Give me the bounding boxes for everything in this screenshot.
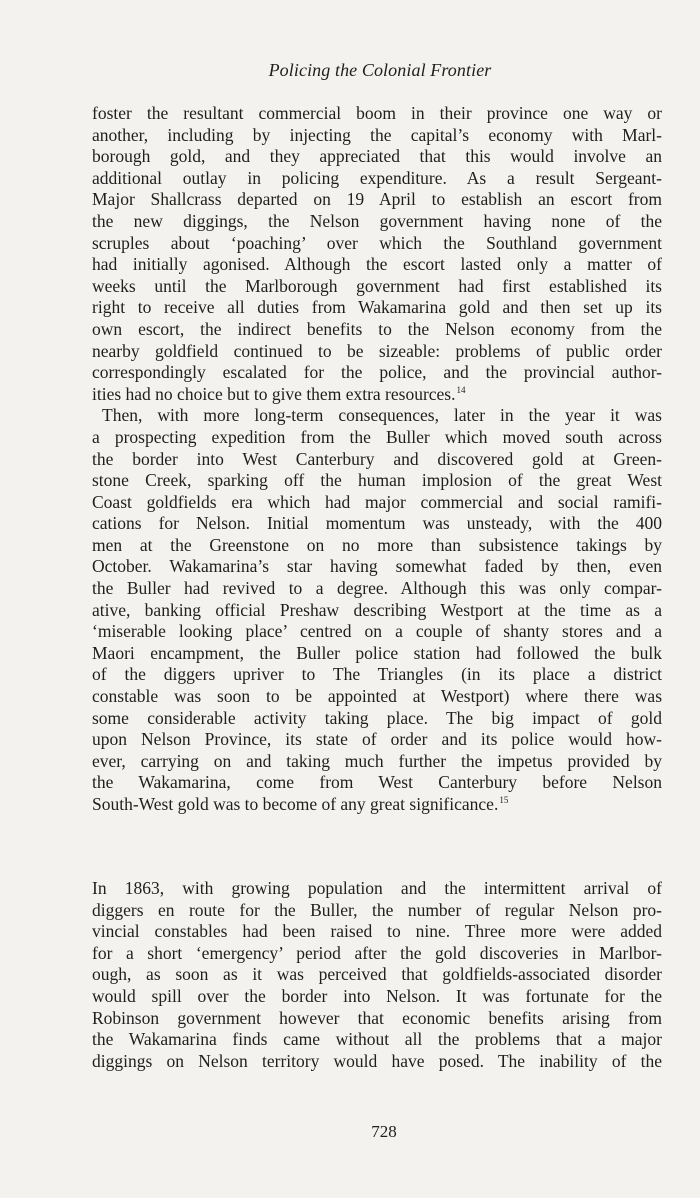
- text-line: In 1863, with growing population and the intermittent arrival of: [92, 878, 662, 898]
- text-line: weeks until the Marlborough government had first established its: [92, 275, 662, 296]
- text-line: ever, carrying on and taking much further the impetus provided by: [92, 750, 662, 771]
- text-line: cations for Nelson. Initial momentum was unsteady, with the 400: [92, 513, 662, 534]
- text-line: had initially agonised. Although the escort lasted only a matter of: [92, 254, 662, 275]
- text-line: the Wakamarina, come from West Canterbury before Nelson: [92, 772, 662, 793]
- text-line: ough, as soon as it was perceived that goldfields-associated disorder: [92, 964, 662, 985]
- text-line: diggings on Nelson territory would have posed. The inability of the: [92, 1050, 662, 1071]
- text-line: the Wakamarina finds came without all the problems that a major: [92, 1029, 662, 1050]
- text-line: Then, with more long-term consequences, later in the year it was: [102, 405, 662, 426]
- text-line-content: ities had no choice but to give them extra resources.: [92, 383, 456, 404]
- text-line: Coast goldfields era which had major commercial and social ramifi-: [92, 491, 662, 512]
- text-line: [92, 794, 662, 816]
- body-text-section-1: [92, 103, 662, 816]
- text-line-content: South-West gold was to become of any great significance.: [92, 794, 499, 814]
- text-line: right to receive all duties from Wakamarina gold and then set up its: [92, 297, 662, 318]
- text-line: upon Nelson Province, its state of order and its police would how-: [92, 729, 662, 750]
- text-line: the border into West Canterbury and discovered gold at Green-: [92, 448, 662, 469]
- text-line: ‘miserable looking place’ centred on a couple of shanty stores and a: [92, 621, 662, 642]
- text-line: Robinson government however that economic benefits arising from: [92, 1007, 662, 1028]
- text-line: vincial constables had been raised to nine. Three more were added: [92, 921, 662, 942]
- text-line: stone Creek, sparking off the human implosion of the great West: [92, 470, 662, 491]
- text-line: ative, banking official Preshaw describing Westport at the time as a: [92, 599, 662, 620]
- text-line: men at the Greenstone on no more than subsistence takings by: [92, 534, 662, 555]
- text-line: Major Shallcrass departed on 19 April to establish an escort from: [92, 189, 662, 210]
- text-line: a prospecting expedition from the Buller which moved south across: [92, 426, 662, 447]
- text-line: some considerable activity taking place. The big impact of gold: [92, 707, 662, 728]
- page-number: 728: [371, 1122, 397, 1141]
- text-line: another, including by injecting the capital’s economy with Marl-: [92, 124, 662, 145]
- text-line: October. Wakamarina’s star having somewhat faded by then, even: [92, 556, 662, 577]
- text-line: correspondingly escalated for the police, and the provincial author-: [92, 362, 662, 383]
- text-line: Maori encampment, the Buller police station had followed the bulk: [92, 642, 662, 663]
- text-line: the new diggings, the Nelson government having none of the: [92, 210, 662, 231]
- text-line: would spill over the border into Nelson. It was fortunate for the: [92, 985, 662, 1006]
- text-line: constable was soon to be appointed at Westport) where there was: [92, 686, 662, 707]
- text-line: own escort, the indirect benefits to the Nelson economy from the: [92, 318, 662, 339]
- text-line: diggers en route for the Buller, the number of regular Nelson pro-: [92, 899, 662, 920]
- running-head: Policing the Colonial Frontier: [268, 60, 492, 80]
- text-line: scruples about ‘poaching’ over which the Southland government: [92, 232, 662, 253]
- text-line: the Buller had revived to a degree. Although this was only compar-: [92, 578, 662, 599]
- text-line: nearby goldfield continued to be sizeable: problems of public order: [92, 340, 662, 361]
- text-line: foster the resultant commercial boom in their province one way or: [92, 103, 662, 123]
- body-text-section-2: [92, 878, 662, 1072]
- text-line: of the diggers upriver to The Triangles (in its place a district: [92, 664, 662, 685]
- text-line: borough gold, and they appreciated that this would involve an: [92, 146, 662, 167]
- text-line: for a short ‘emergency’ period after the gold discoveries in Marlbor-: [92, 942, 662, 963]
- footnote-marker-14: 14: [456, 384, 466, 395]
- text-line: additional outlay in policing expenditure. As a result Sergeant-: [92, 167, 662, 188]
- text-line: [92, 384, 662, 406]
- footnote-marker-15: 15: [499, 795, 509, 805]
